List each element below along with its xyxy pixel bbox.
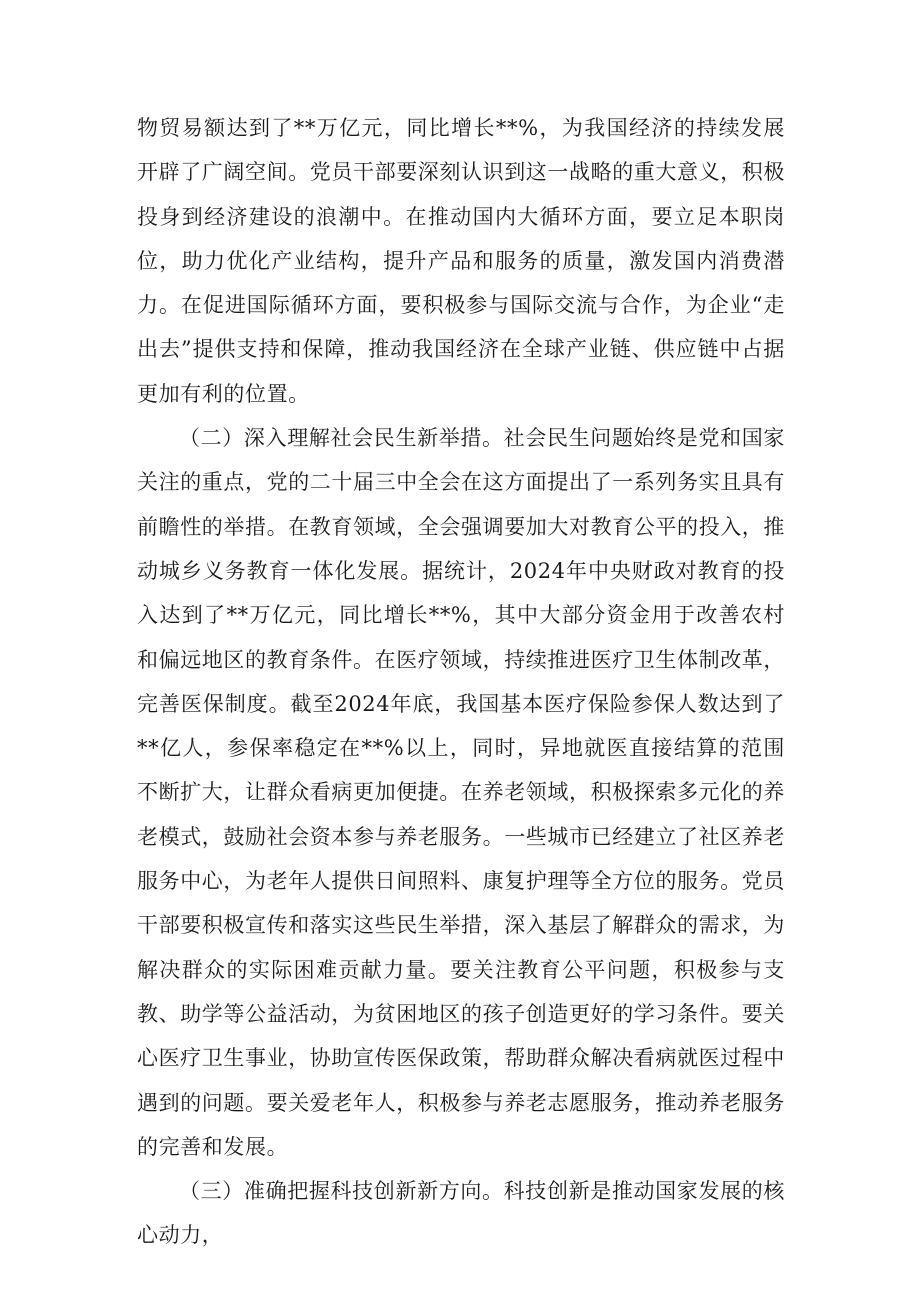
paragraph-social-livelihood: （二）深入理解社会民生新举措。社会民生问题始终是党和国家关注的重点，党的二十届三中全会在这方面提出了一系列务实且具有前瞻性的举措。在教育领域，全会强调要加大对教育公平的投入，推动城乡义务教育一体化发展。据统计，2024年中央财政对教育的投入达到了**万亿元，同比增长**%，其中大部分资金用于改善农村和偏远地区的教育条件。在医疗领域，持续推进医疗卫生体制改革，完善医保制度。截至2024年底，我国基本医疗保险参保人数达到了**亿人，参保率稳定在**%以上，同时，异地就医直接结算的范围不断扩大，让群众看病更加便捷。在养老领域，积极探索多元化的养老模式，鼓励社会资本参与养老服务。一些城市已经建立了社区养老服务中心，为老年人提供日间照料、康复护理等全方位的服务。党员干部要积极宣传和落实这些民生举措，深入基层了解群众的需求，为解决群众的实际困难贡献力量。要关注教育公平问题，积极参与支教、助学等公益活动，为贫困地区的孩子创造更好的学习条件。要关心医疗卫生事业，协助宣传医保政策，帮助群众解决看病就医过程中遇到的问题。要关爱老年人，积极参与养老志愿服务，推动养老服务的完善和发展。	[137, 426, 785, 1159]
paragraph-tech-innovation: （三）准确把握科技创新新方向。科技创新是推动国家发展的核心动力，	[137, 1179, 785, 1248]
paragraph-trade-continuation: 物贸易额达到了**万亿元，同比增长**%，为我国经济的持续发展开辟了广阔空间。党员干部要深刻认识到这一战略的重大意义，积极投身到经济建设的浪潮中。在推动国内大循环方面，要立足本职岗位，助力优化产业结构，提升产品和服务的质量，激发国内消费潜力。在促进国际循环方面，要积极参与国际交流与合作，为企业“走出去”提供支持和保障，推动我国经济在全球产业链、供应链中占据更加有利的位置。	[137, 116, 785, 406]
document-body	[137, 106, 785, 1258]
